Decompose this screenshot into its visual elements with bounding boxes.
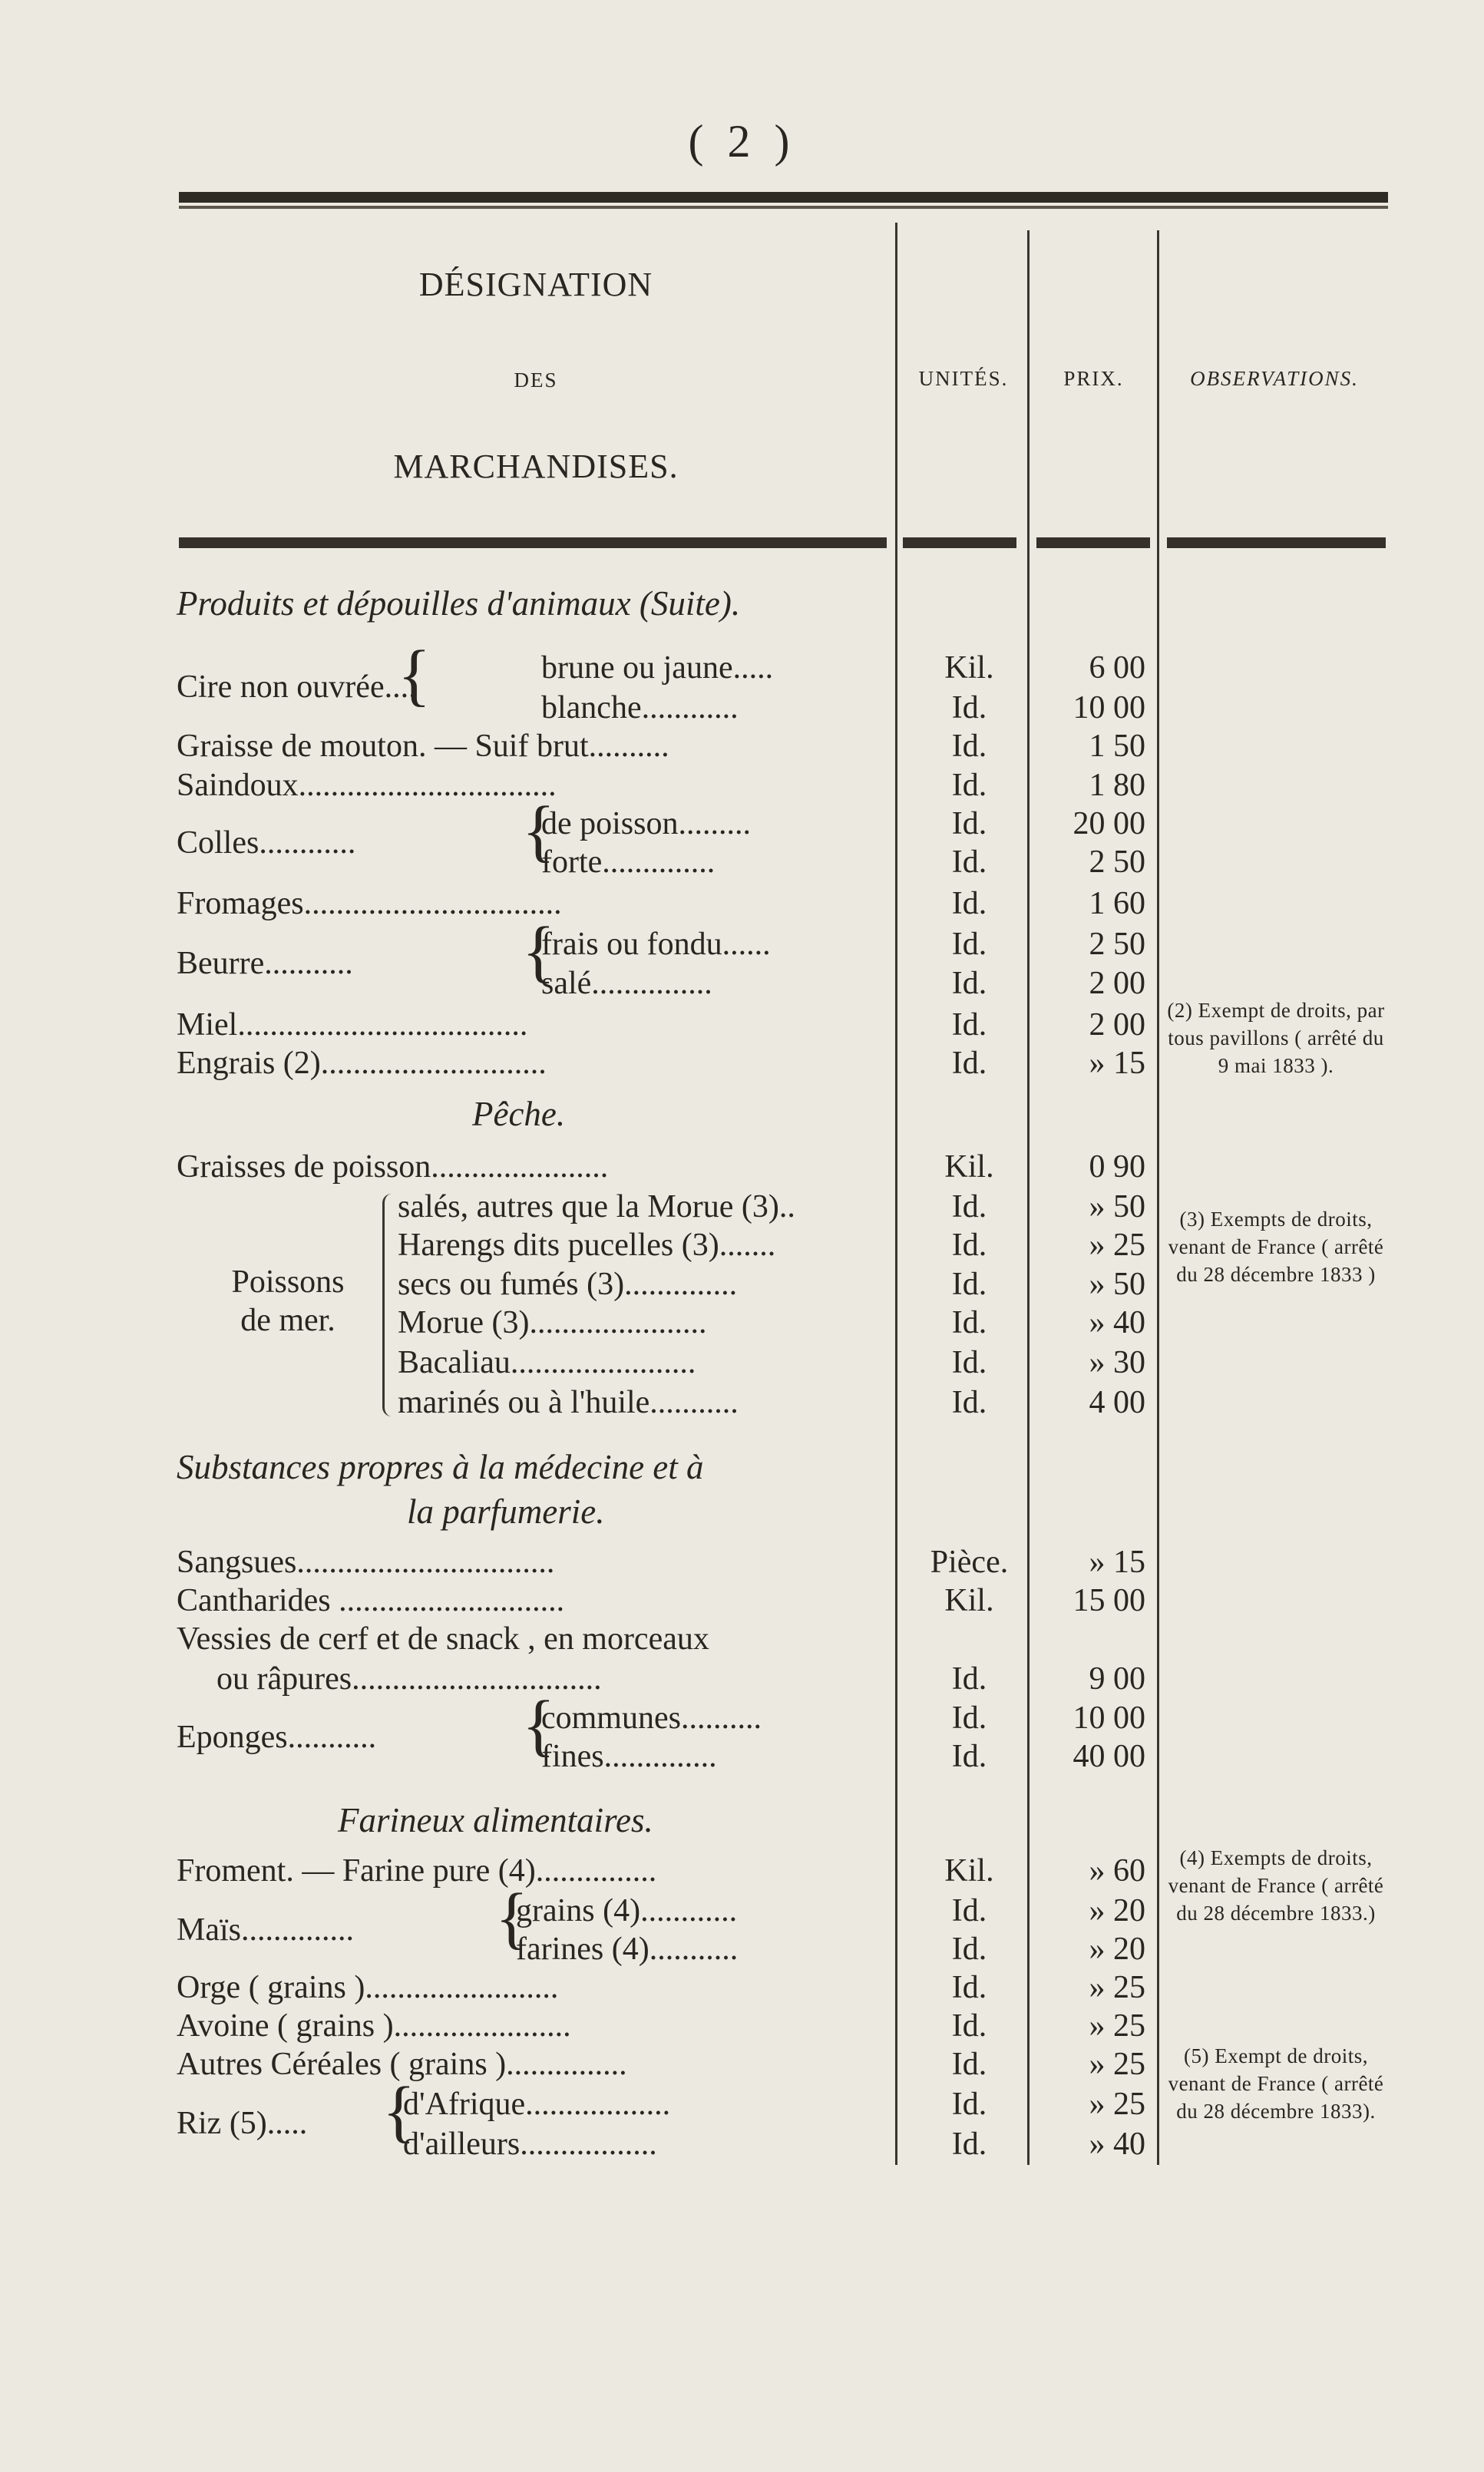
row-price: » 40: [1089, 2127, 1145, 2162]
row-unit: Id.: [951, 2087, 987, 2122]
row-unit: Kil.: [944, 1149, 994, 1185]
row-label: blanche............: [541, 690, 739, 725]
group-label-riz: Riz (5).....: [177, 2106, 308, 2141]
row-label: marinés ou à l'huile...........: [398, 1385, 739, 1420]
row-price: 2 50: [1089, 927, 1145, 962]
row-label: d'Afrique..................: [403, 2087, 671, 2122]
row-unit: Kil.: [944, 650, 994, 686]
row-label: Saindoux................................: [177, 768, 557, 803]
row-price: 40 00: [1073, 1739, 1145, 1774]
row-label: Miel....................................: [177, 1007, 528, 1043]
row-label: secs ou fumés (3)..............: [398, 1267, 738, 1302]
row-unit: Kil.: [944, 1583, 994, 1618]
row-price: 1 80: [1089, 768, 1145, 803]
row-price: » 25: [1089, 2008, 1145, 2044]
section-title-farineux: Farineux alimentaires.: [338, 1801, 653, 1839]
table-row: [0, 727, 1484, 765]
row-price: 9 00: [1089, 1661, 1145, 1697]
row-label: Graisses de poisson......................: [177, 1149, 609, 1185]
row-price: 10 00: [1073, 1700, 1145, 1736]
row-label: salés, autres que la Morue (3)..: [398, 1189, 795, 1224]
row-label: Harengs dits pucelles (3).......: [398, 1228, 776, 1263]
row-unit: Id.: [951, 1189, 987, 1224]
table-row: [0, 1343, 1484, 1382]
row-price: 2 00: [1089, 1007, 1145, 1043]
row-price: » 30: [1089, 1345, 1145, 1380]
row-price: » 50: [1089, 1267, 1145, 1302]
section-title-peche: Pêche.: [472, 1095, 566, 1133]
row-unit: Id.: [951, 768, 987, 803]
row-unit: Pièce.: [930, 1545, 1009, 1580]
note-3: (3) Exempts de droits, venant de France ( arrêté du 28 décembre 1833 ): [1168, 1208, 1384, 1286]
row-unit: Id.: [951, 966, 987, 1001]
table-row: [0, 1620, 1484, 1658]
row-price: 0 90: [1089, 1149, 1145, 1185]
top-rule: [179, 192, 1388, 203]
row-label: Avoine ( grains )......................: [177, 2008, 571, 2044]
row-label: brune ou jaune.....: [541, 650, 774, 686]
row-price: » 20: [1089, 1932, 1145, 1967]
brace: {: [398, 637, 431, 713]
table-row: [0, 1930, 1484, 1968]
row-price: 10 00: [1073, 690, 1145, 725]
header-des: DES: [514, 368, 558, 392]
row-label: forte..............: [541, 844, 716, 880]
row-label-vessies: Vessies de cerf et de snack , en morceaux: [177, 1621, 709, 1657]
row-price: 20 00: [1073, 806, 1145, 841]
row-label: de poisson.........: [541, 806, 751, 841]
table-row: [0, 1581, 1484, 1620]
row-label: Fromages................................: [177, 886, 562, 921]
row-label: Bacaliau.......................: [398, 1345, 696, 1380]
row-unit: Id.: [951, 844, 987, 880]
table-row: [0, 1543, 1484, 1581]
table-row: [0, 1383, 1484, 1422]
row-label: Morue (3)......................: [398, 1305, 707, 1340]
header-rule-3: [1036, 537, 1150, 548]
row-unit: Id.: [951, 1228, 987, 1263]
table-row: [0, 1304, 1484, 1342]
brace: {: [495, 1880, 529, 1956]
row-price: » 25: [1089, 1228, 1145, 1263]
note-2: (2) Exempt de droits, par tous pavillons ( arrêté du 9 mai 1833 ).: [1167, 999, 1385, 1077]
header-rule-4: [1167, 537, 1386, 548]
group-label-beurre: Beurre...........: [177, 946, 353, 981]
group-label-colles: Colles............: [177, 825, 356, 861]
row-label: grains (4)............: [516, 1893, 738, 1928]
row-label: frais ou fondu......: [541, 927, 771, 962]
brace: {: [522, 793, 556, 869]
row-unit: Id.: [951, 1046, 987, 1081]
row-unit: Id.: [951, 1345, 987, 1380]
row-label: Engrais (2)............................: [177, 1046, 547, 1081]
row-unit: Id.: [951, 1385, 987, 1420]
row-unit: Id.: [951, 1893, 987, 1928]
row-label: Autres Céréales ( grains )...............: [177, 2047, 627, 2082]
row-price: » 50: [1089, 1189, 1145, 1224]
header-designation: DÉSIGNATION: [418, 266, 653, 303]
row-price: 4 00: [1089, 1385, 1145, 1420]
row-label: fines..............: [541, 1739, 717, 1774]
row-label: Orge ( grains )........................: [177, 1970, 559, 2005]
row-label: Cantharides ............................: [177, 1583, 565, 1618]
group-label-eponges: Eponges...........: [177, 1720, 377, 1755]
row-label: Graisse de mouton. — Suif brut..........: [177, 729, 669, 764]
header-prix: PRIX.: [1063, 367, 1124, 390]
row-price: 1 50: [1089, 729, 1145, 764]
group-label-poissons-line1: Poissons: [231, 1264, 345, 1300]
row-unit: Id.: [951, 2047, 987, 2082]
table-row: [0, 2007, 1484, 2045]
row-unit: Id.: [951, 886, 987, 921]
table-row: [0, 2125, 1484, 2163]
row-unit: Id.: [951, 690, 987, 725]
row-label: salé...............: [541, 966, 712, 1001]
row-price: » 15: [1089, 1545, 1145, 1580]
row-price: 1 60: [1089, 886, 1145, 921]
row-unit: Id.: [951, 1305, 987, 1340]
row-label: Froment. — Farine pure (4)...............: [177, 1853, 657, 1889]
row-price: 2 50: [1089, 844, 1145, 880]
header-observations: OBSERVATIONS.: [1190, 367, 1359, 390]
note-4: (4) Exempts de droits, venant de France ( arrêté du 28 décembre 1833.): [1168, 1846, 1384, 1925]
table-row: [0, 884, 1484, 923]
section-title-substances-1: Substances propres à la médecine et à: [177, 1448, 704, 1486]
group-label-poissons-line2: de mer.: [240, 1303, 335, 1338]
table-row: [0, 843, 1484, 881]
row-label: Sangsues................................: [177, 1545, 555, 1580]
table-row: [0, 1737, 1484, 1776]
table-row: [0, 689, 1484, 727]
row-price: » 20: [1089, 1893, 1145, 1928]
section-title-substances-2: la parfumerie.: [407, 1492, 605, 1531]
row-unit: Id.: [951, 1739, 987, 1774]
row-price: » 25: [1089, 1970, 1145, 2005]
brace: {: [382, 2074, 416, 2150]
brace: {: [522, 1687, 556, 1763]
row-price: » 25: [1089, 2087, 1145, 2122]
row-label: farines (4)...........: [516, 1932, 739, 1967]
row-price: 2 00: [1089, 966, 1145, 1001]
header-rule-1: [179, 537, 887, 548]
top-rule-thin: [179, 206, 1388, 209]
table-row: [0, 766, 1484, 805]
row-unit: Id.: [951, 1661, 987, 1697]
group-label-cire: Cire non ouvrée....: [177, 669, 417, 705]
table-row: [0, 1148, 1484, 1186]
row-price: » 40: [1089, 1305, 1145, 1340]
row-unit: Id.: [951, 1700, 987, 1736]
row-unit: Id.: [951, 729, 987, 764]
row-price: 6 00: [1089, 650, 1145, 686]
row-label: communes..........: [541, 1700, 762, 1736]
group-label-mais: Maïs..............: [177, 1912, 354, 1948]
header-rule-2: [903, 537, 1016, 548]
brace: {: [522, 914, 556, 990]
row-unit: Id.: [951, 1932, 987, 1967]
note-5: (5) Exempt de droits, venant de France ( arrêté du 28 décembre 1833).: [1168, 2044, 1384, 2123]
row-unit: Id.: [951, 2127, 987, 2162]
row-unit: Kil.: [944, 1853, 994, 1889]
header-marchandises: MARCHANDISES.: [393, 448, 679, 485]
row-price: 15 00: [1073, 1583, 1145, 1618]
row-price: » 15: [1089, 1046, 1145, 1081]
table-row: [0, 1968, 1484, 2007]
header-unites: UNITÉS.: [918, 367, 1009, 390]
table-row: [0, 1660, 1484, 1698]
row-price: » 60: [1089, 1853, 1145, 1889]
row-unit: Id.: [951, 806, 987, 841]
row-label: d'ailleurs.................: [403, 2127, 657, 2162]
row-unit: Id.: [951, 1970, 987, 2005]
section-title-produits: Produits et dépouilles d'animaux (Suite).: [177, 584, 741, 623]
page-number: ( 2 ): [688, 116, 796, 167]
row-unit: Id.: [951, 2008, 987, 2044]
row-unit: Id.: [951, 927, 987, 962]
row-label: ou râpures...............................: [216, 1661, 602, 1697]
row-price: » 25: [1089, 2047, 1145, 2082]
row-unit: Id.: [951, 1007, 987, 1043]
row-unit: Id.: [951, 1267, 987, 1302]
